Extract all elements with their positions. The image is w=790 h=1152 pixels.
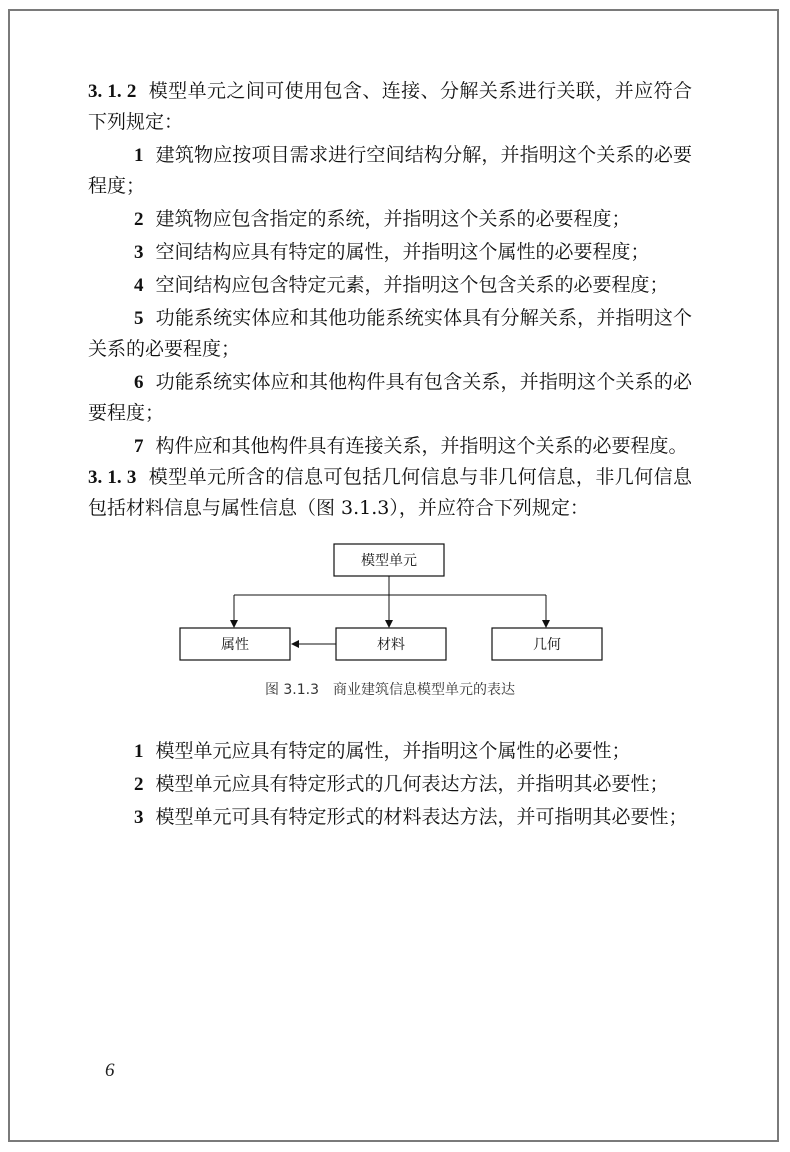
- item-text: 模型单元应具有特定形式的几何表达方法，并指明其必要性；: [155, 773, 669, 795]
- geometry-label: 几何: [533, 637, 561, 653]
- item-number: 6: [134, 372, 144, 393]
- item-number: 3: [134, 242, 144, 263]
- item-text: 功能系统实体应和其他构件具有包含关系，并指明这个关系的必要程度；: [88, 371, 692, 424]
- item-text: 空间结构应包含特定元素，并指明这个包含关系的必要程度；: [155, 274, 669, 296]
- list-item: [88, 736, 692, 767]
- item-number: 7: [134, 436, 144, 457]
- material-label: 材料: [377, 637, 405, 653]
- item-number: 2: [134, 209, 144, 230]
- item-text: 建筑物应按项目需求进行空间结构分解，并指明这个关系的必要程度；: [88, 144, 692, 197]
- list-item: [88, 303, 692, 365]
- item-number: 3: [134, 807, 144, 828]
- clause-3-1-3: [88, 462, 692, 524]
- root-label: 模型单元: [361, 553, 417, 569]
- list-item: [88, 431, 692, 462]
- item-text: 模型单元可具有特定形式的材料表达方法，并可指明其必要性；: [155, 806, 688, 828]
- item-text: 模型单元应具有特定的属性，并指明这个属性的必要性；: [155, 740, 631, 762]
- item-number: 1: [134, 145, 144, 166]
- clause-text: 模型单元之间可使用包含、连接、分解关系进行关联，并应符合下列规定：: [88, 80, 692, 133]
- attribute-label: 属性: [221, 637, 249, 653]
- item-number: 4: [134, 275, 144, 296]
- list-item: [88, 140, 692, 202]
- clause-text: 模型单元所含的信息可包括几何信息与非几何信息，非几何信息包括材料信息与属性信息（图 3.1.3），并应符合下列规定：: [88, 466, 692, 519]
- hierarchy-diagram: [88, 524, 692, 734]
- clause-3-1-2: [88, 76, 692, 138]
- item-text: 空间结构应具有特定的属性，并指明这个属性的必要程度；: [155, 241, 650, 263]
- list-item: [88, 237, 692, 268]
- item-text: 建筑物应包含指定的系统，并指明这个关系的必要程度；: [155, 208, 631, 230]
- figure-caption: 图 3.1.3 商业建筑信息模型单元的表达: [264, 682, 516, 698]
- document-body: [88, 76, 692, 833]
- list-item: [88, 270, 692, 301]
- page-number: 6: [105, 1060, 115, 1081]
- clause-number: 3. 1. 3: [88, 467, 137, 488]
- list-item: [88, 769, 692, 800]
- item-number: 2: [134, 774, 144, 795]
- item-number: 1: [134, 741, 144, 762]
- item-text: 功能系统实体应和其他功能系统实体具有分解关系，并指明这个关系的必要程度；: [88, 307, 692, 360]
- clause-number: 3. 1. 2: [88, 81, 137, 102]
- item-text: 构件应和其他构件具有连接关系，并指明这个关系的必要程度。: [155, 435, 688, 457]
- figure-3-1-3: [88, 524, 692, 734]
- list-item: [88, 367, 692, 429]
- list-item: [88, 204, 692, 235]
- list-item: [88, 802, 692, 833]
- item-number: 5: [134, 308, 144, 329]
